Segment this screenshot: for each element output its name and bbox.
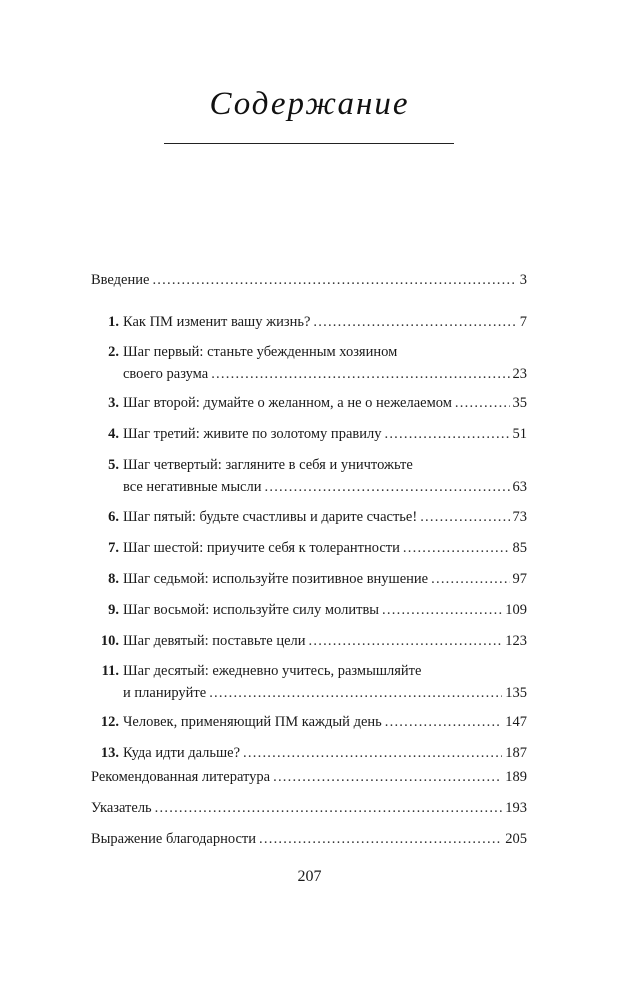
dot-leader: [152, 273, 516, 288]
entry-title: Шаг девятый: поставьте цели: [123, 633, 306, 649]
dot-leader: [384, 427, 509, 442]
entry-title: Шаг шестой: приучите себя к толерантности: [123, 540, 400, 556]
chapter-number: 10.: [100, 633, 119, 649]
entry-title: Человек, применяющий ПМ каждый день: [123, 714, 382, 730]
entry-title: своего разума: [123, 366, 209, 382]
dot-leader: [385, 715, 503, 730]
entry-title: Шаг восьмой: используйте силу молитвы: [123, 602, 380, 618]
entry-title: Шаг третий: живите по золотому правилу: [123, 426, 382, 442]
dot-leader: [403, 541, 510, 556]
entry-line: [123, 686, 527, 701]
entry-line: [123, 480, 527, 495]
dot-leader: [265, 480, 510, 495]
chapter-number: 6.: [108, 509, 119, 525]
dot-leader: [243, 746, 502, 761]
dot-leader: [273, 770, 502, 785]
entry-line: [123, 396, 527, 411]
entry-title: Как ПМ изменит вашу жизнь?: [123, 314, 311, 330]
entry-line: [123, 603, 527, 618]
entry-line: [123, 458, 527, 473]
entry-page-number: 187: [505, 745, 527, 761]
entry-title: Шаг четвертый: загляните в себя и уничтожьте: [123, 457, 413, 473]
entry-title: и планируйте: [123, 685, 207, 701]
entry-line: [123, 572, 527, 587]
entry-title: Шаг седьмой: используйте позитивное внушение: [123, 571, 429, 587]
entry-title: Шаг десятый: ежедневно учитесь, размышляйте: [123, 663, 422, 679]
entry-line: [91, 801, 527, 816]
entry-title: Выражение благодарности: [91, 831, 257, 847]
entry-page-number: 7: [519, 314, 527, 330]
chapter-number: 11.: [101, 663, 119, 679]
entry-page-number: 51: [512, 426, 527, 442]
entry-title: Шаг второй: думайте о желанном, а не о нежелаемом: [123, 395, 452, 411]
entry-title: Шаг пятый: будьте счастливы и дарите счастье!: [123, 509, 418, 525]
entry-page-number: 73: [512, 509, 527, 525]
entry-page-number: 97: [512, 571, 527, 587]
entry-page-number: 3: [519, 272, 527, 288]
dot-leader: [455, 396, 510, 411]
entry-line: [91, 273, 527, 288]
entry-page-number: 135: [505, 685, 527, 701]
entry-line: [123, 664, 527, 679]
entry-page-number: 205: [505, 831, 527, 847]
entry-line: [91, 770, 527, 785]
chapter-number: 9.: [108, 602, 119, 618]
chapter-number: 13.: [100, 745, 119, 761]
entry-line: [123, 367, 527, 382]
dot-leader: [209, 686, 502, 701]
entry-title: Введение: [91, 272, 150, 288]
entry-line: [123, 746, 527, 761]
dot-leader: [155, 801, 503, 816]
chapter-number: 4.: [108, 426, 119, 442]
chapter-number: 7.: [108, 540, 119, 556]
dot-leader: [309, 634, 503, 649]
entry-page-number: 23: [512, 366, 527, 382]
entry-line: [123, 315, 527, 330]
dot-leader: [259, 832, 502, 847]
entry-page-number: 147: [505, 714, 527, 730]
entry-line: [123, 634, 527, 649]
entry-page-number: 109: [505, 602, 527, 618]
entry-page-number: 123: [505, 633, 527, 649]
page-number: 207: [297, 868, 322, 885]
chapter-number: 3.: [108, 395, 119, 411]
dot-leader: [211, 367, 509, 382]
dot-leader: [382, 603, 502, 618]
entry-line: [123, 345, 527, 360]
entry-title: Куда идти дальше?: [123, 745, 241, 761]
entry-line: [123, 510, 527, 525]
entry-title: все негативные мысли: [123, 479, 262, 495]
entry-line: [123, 541, 527, 556]
entry-line: [123, 427, 527, 442]
chapter-number: 12.: [100, 714, 119, 730]
dot-leader: [313, 315, 516, 330]
chapter-number: 2.: [108, 344, 119, 360]
entry-line: [91, 832, 527, 847]
chapter-number: 8.: [108, 571, 119, 587]
page-title: Содержание: [209, 86, 410, 122]
entry-line: [123, 715, 527, 730]
entry-title: Указатель: [91, 800, 152, 816]
entry-page-number: 193: [505, 800, 527, 816]
entry-page-number: 63: [512, 479, 527, 495]
dot-leader: [431, 572, 509, 587]
entry-title: Шаг первый: станьте убежденным хозяином: [123, 344, 398, 360]
entry-page-number: 85: [512, 540, 527, 556]
chapter-number: 1.: [108, 314, 119, 330]
entry-page-number: 189: [505, 769, 527, 785]
dot-leader: [420, 510, 509, 525]
entry-page-number: 35: [512, 395, 527, 411]
entry-title: Рекомендованная литература: [91, 769, 271, 785]
title-rule: [164, 143, 454, 144]
chapter-number: 5.: [108, 457, 119, 473]
